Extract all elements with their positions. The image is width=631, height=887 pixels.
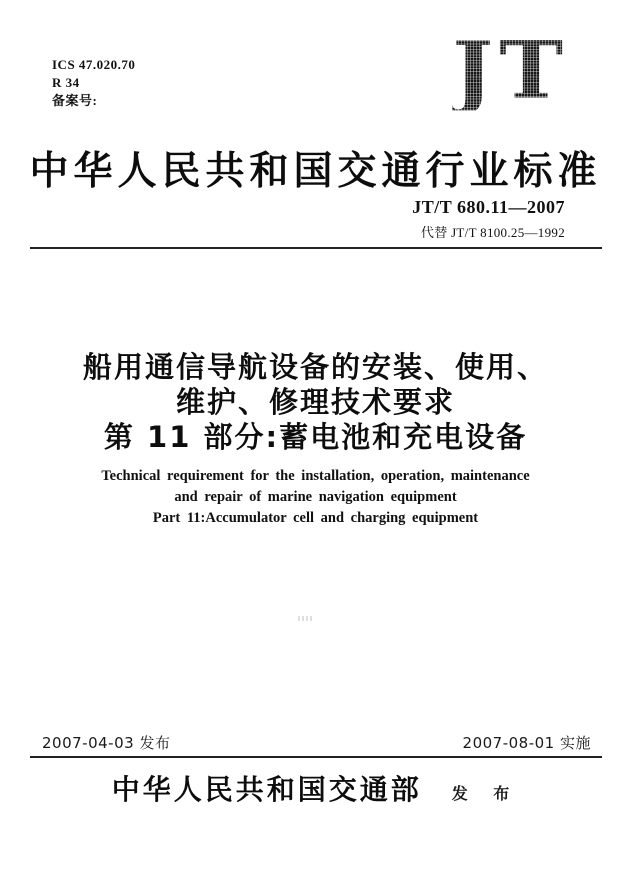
chinese-title: [0, 350, 631, 455]
english-title-line-2: and repair of marine navigation equipment: [174, 489, 457, 505]
publisher-name: 中华人民共和国交通部: [111, 773, 422, 806]
record-number-label: 备案号:: [52, 93, 98, 108]
implement-date: 2007-08-01 实施: [462, 734, 591, 752]
classification-code: R 34: [52, 75, 80, 90]
english-title-line-3: Part 11:Accumulator cell and charging equipment: [152, 510, 479, 526]
standard-number-block: [412, 197, 565, 241]
bottom-divider-line: [30, 756, 602, 758]
issue-date: 2007-04-03 发布: [42, 734, 171, 752]
chinese-title-line-1: 船用通信导航设备的安装、使用、: [82, 350, 548, 384]
replaced-standard: 代替 JT/T 8100.25—1992: [420, 225, 565, 240]
ics-code: ICS 47.020.70: [52, 57, 136, 72]
scan-artifact: [298, 616, 314, 621]
english-title-line-1: Technical requirement for the installation, operation, maintenance: [101, 468, 530, 484]
standard-type-heading: 中华人民共和国交通行业标准: [29, 149, 602, 194]
english-title: [0, 466, 631, 529]
jt-logo: JT: [452, 24, 569, 117]
chinese-title-line-3: 第 11 部分:蓄电池和充电设备: [103, 420, 528, 454]
dates-row: [42, 732, 591, 753]
ics-block: [52, 56, 135, 110]
top-divider-line: [30, 247, 602, 249]
publish-label: 发 布: [451, 784, 520, 803]
publisher-row: [0, 768, 631, 808]
chinese-title-line-2: 维护、修理技术要求: [175, 385, 455, 419]
standard-number: JT/T 680.11—2007: [412, 197, 565, 217]
